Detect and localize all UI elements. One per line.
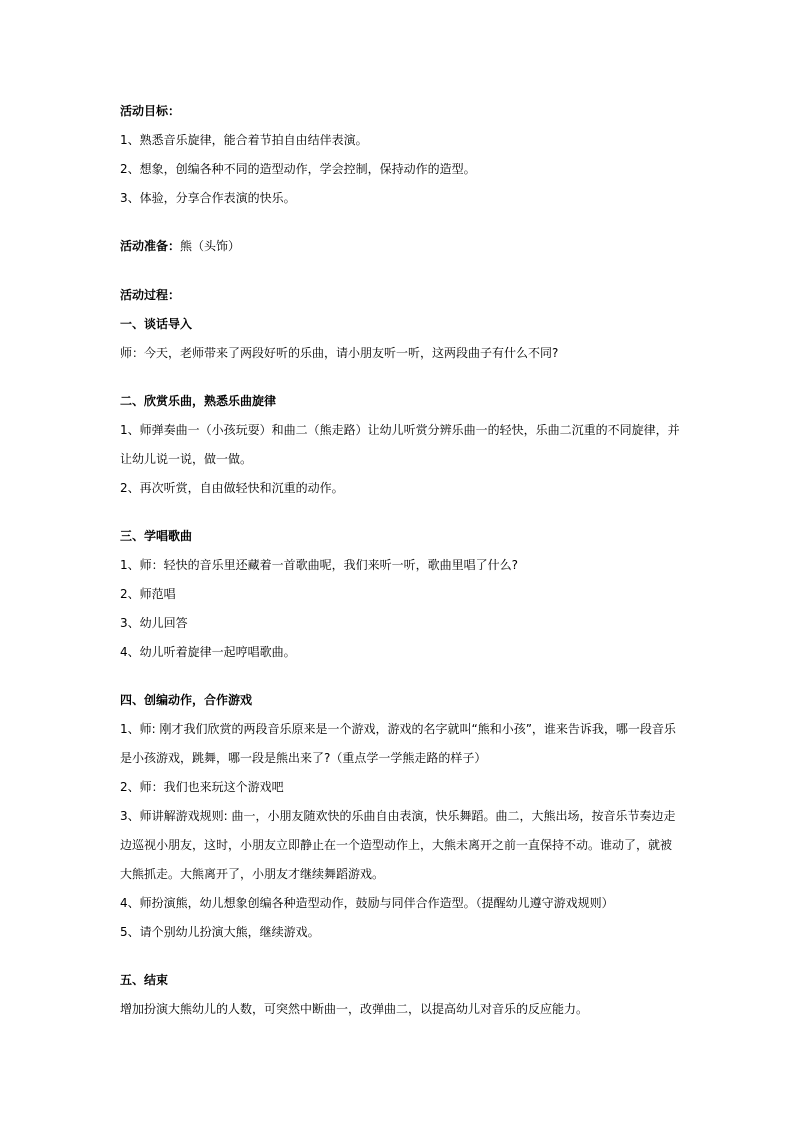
section-1-title: 一、谈话导入 [120,317,193,331]
section-3-line-4: 4、幼儿听着旋律一起哼唱歌曲。 [120,645,296,659]
section-2-line-1: 1、师弹奏曲一（小孩玩耍）和曲二（熊走路）让幼儿听赏分辨乐曲一的轻快，乐曲二沉重的不同旋律，并 [120,423,680,437]
goal-item-2: 2、想象，创编各种不同的造型动作，学会控制，保持动作的造型。 [120,162,476,176]
section-3-line-1: 1、师：轻快的音乐里还藏着一首歌曲呢，我们来听一听，歌曲里唱了什么? [120,558,519,572]
section-4-line-2: 是小孩游戏，跳舞，哪一段是熊出来了?（重点学一学熊走路的样子） [120,751,487,765]
process-heading: 活动过程： [120,288,181,302]
section-2-line-2: 让幼儿说一说，做一做。 [120,452,253,466]
section-4-title: 四、创编动作，合作游戏 [120,693,253,707]
prep-value: 熊（头饰） [180,239,241,253]
section-3-line-2: 2、师范唱 [120,587,176,601]
section-1-line-1: 师：今天，老师带来了两段好听的乐曲，请小朋友听一听，这两段曲子有什么不同? [120,346,559,360]
section-3-line-3: 3、幼儿回答 [120,616,188,630]
goal-item-3: 3、体验，分享合作表演的快乐。 [120,191,296,205]
section-4-line-6: 大熊抓走。大熊离开了，小朋友才继续舞蹈游戏。 [120,867,385,881]
section-3-title: 三、学唱歌曲 [120,529,193,543]
goals-heading: 活动目标： [120,104,181,118]
prep-line [120,238,680,254]
section-4-line-5: 边巡视小朋友，这时，小朋友立即静止在一个造型动作上，大熊未离开之前一直保持不动。谁动了，就被 [120,838,673,852]
section-4-line-3: 2、师：我们也来玩这个游戏吧 [120,780,284,794]
section-5-line-1: 增加扮演大熊幼儿的人数，可突然中断曲一，改弹曲二，以提高幼儿对音乐的反应能力。 [120,1002,589,1016]
section-4-line-8: 5、请个别幼儿扮演大熊，继续游戏。 [120,925,320,939]
goal-item-1: 1、熟悉音乐旋律，能合着节拍自由结伴表演。 [120,133,368,147]
section-4-line-4: 3、师讲解游戏规则: 曲一，小朋友随欢快的乐曲自由表演，快乐舞蹈。曲二，大熊出场，按音乐节奏边走 [120,809,676,823]
section-2-line-3: 2、再次听赏，自由做轻快和沉重的动作。 [120,481,344,495]
section-2-title: 二、欣赏乐曲，熟悉乐曲旋律 [120,394,277,408]
prep-label: 活动准备： [120,239,181,253]
section-5-title: 五、结束 [120,973,169,987]
section-4-line-7: 4、师扮演熊，幼儿想象创编各种造型动作，鼓励与同伴合作造型。（提醒幼儿遵守游戏规则） [120,896,614,910]
section-4-line-1: 1、师: 刚才我们欣赏的两段音乐原来是一个游戏，游戏的名字就叫“熊和小孩”，谁来告诉我，哪一段音乐 [120,722,676,736]
